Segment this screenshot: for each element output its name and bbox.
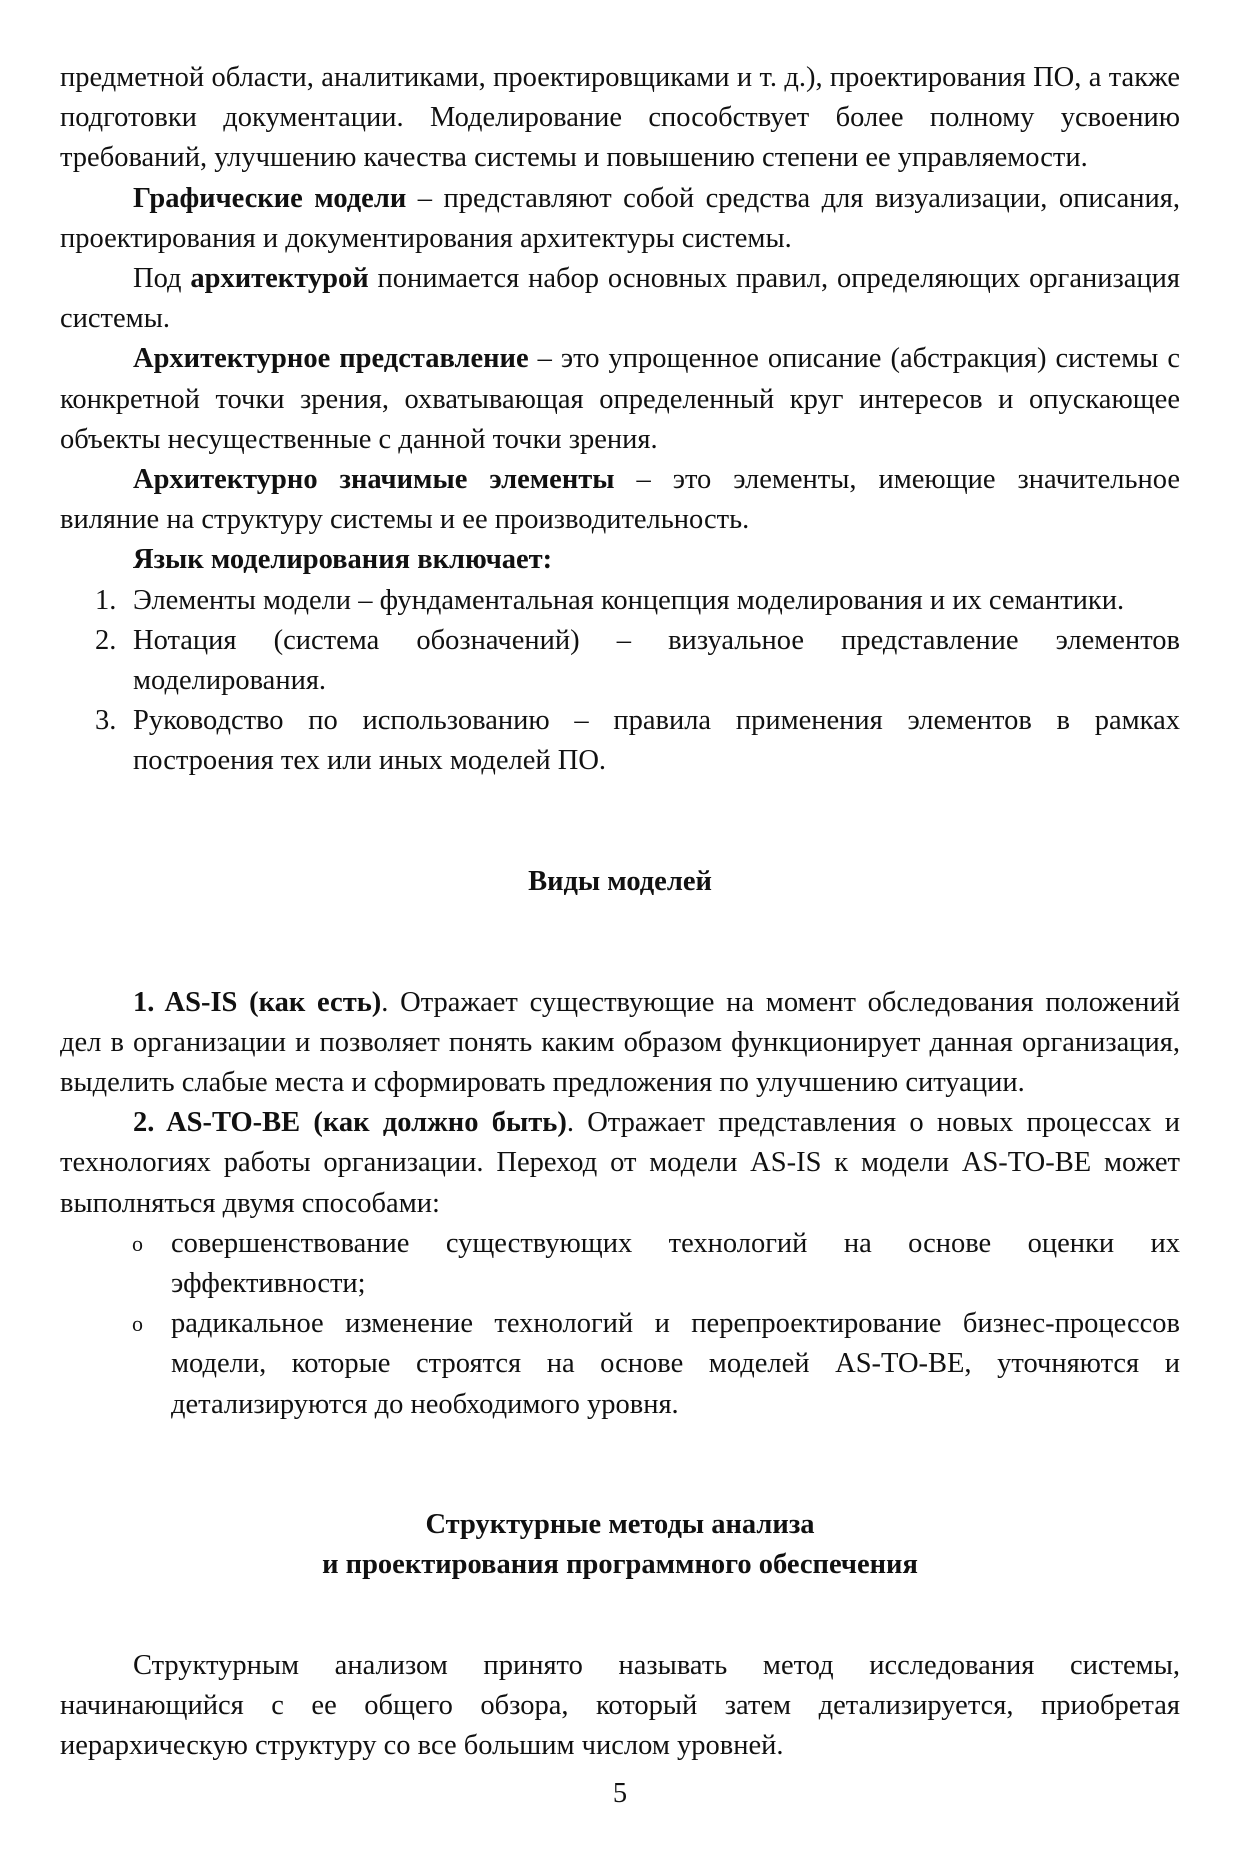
definition-text: – это элементы, имеющие значительное виляние на структуру системы и ее производительность. bbox=[60, 464, 1180, 536]
list-number: 2. bbox=[95, 624, 117, 656]
definition-text: . Отражает представления о новых процессах и технологиях работы организации. Переход от модели AS-IS к модели AS-TO-BE может выполняться двумя способами: bbox=[60, 1107, 1180, 1219]
list-item bbox=[60, 1304, 1180, 1425]
list-text: радикальное изменение технологий и перепроектирование бизнес-процессов модели, которые строятся на основе моделей AS-TO-BE, уточняются и детализируются до необходимого уровня. bbox=[171, 1308, 1180, 1420]
as-is-paragraph bbox=[60, 983, 1180, 1104]
structural-analysis-paragraph: Структурным анализом принято называть метод исследования системы, начинающийся с ее общего обзора, который затем детализируется, приобретая иерархическую структуру со все большим числом уровней. bbox=[60, 1649, 1180, 1762]
bullet-icon: o bbox=[132, 1230, 143, 1256]
list-number: 3. bbox=[95, 705, 117, 737]
text: Под bbox=[133, 263, 191, 295]
term-graphic-models: Графические модели bbox=[133, 182, 407, 214]
definition-text: – представляют собой средства для визуализации, описания, проектирования и документирования архитектуры системы. bbox=[60, 182, 1181, 254]
methods-list bbox=[60, 1224, 1180, 1425]
section-heading-models: Виды моделей bbox=[528, 866, 712, 898]
list-text: Руководство по использованию – правила применения элементов в рамках построения тех или иных моделей ПО. bbox=[133, 705, 1180, 777]
bullet-icon: o bbox=[132, 1311, 143, 1337]
as-to-be-paragraph bbox=[60, 1103, 1180, 1224]
section-heading-structural-line1: Структурные методы анализа bbox=[425, 1509, 815, 1541]
list-item bbox=[60, 621, 1180, 701]
term-architectural-view: Архитектурное представление bbox=[133, 343, 529, 375]
intro-paragraph: предметной области, аналитиками, проектировщиками и т. д.), проектирования ПО, а также подготовки документации. Моделирование способствует более полному усвоению требований, улучшению качества системы и повышению степени ее управляемости. bbox=[60, 62, 1180, 174]
document-page bbox=[60, 0, 1180, 1854]
page-number: 5 bbox=[612, 1778, 628, 1810]
section-heading-structural-line2: и проектирования программного обеспечения bbox=[322, 1549, 918, 1581]
list-item bbox=[60, 701, 1180, 781]
list-text: Элементы модели – фундаментальная концепция моделирования и их семантики. bbox=[133, 584, 1125, 616]
graphic-models-paragraph bbox=[60, 179, 1180, 259]
term-significant-elements: Архитектурно значимые элементы bbox=[133, 464, 615, 496]
architectural-view-paragraph bbox=[60, 339, 1180, 460]
language-list bbox=[60, 581, 1180, 782]
term-architecture: архитектурой bbox=[190, 263, 369, 295]
significant-elements-paragraph bbox=[60, 460, 1180, 540]
list-text: совершенствование существующих технологий на основе оценки их эффективности; bbox=[171, 1227, 1180, 1300]
definition-text: – это упрощенное описание (абстракция) системы с конкретной точки зрения, охватывающая определенный круг интересов и опускающее объекты несущественные с данной точки зрения. bbox=[60, 343, 1180, 455]
language-includes-label bbox=[60, 540, 1180, 580]
term-as-to-be: 2. AS-TO-BE (как должно быть) bbox=[133, 1107, 567, 1139]
list-text: Нотация (система обозначений) – визуальное представление элементов моделирования. bbox=[133, 624, 1180, 697]
list-number: 1. bbox=[95, 584, 117, 616]
list-item bbox=[60, 1224, 1180, 1304]
architecture-paragraph bbox=[60, 259, 1180, 339]
term-as-is: 1. AS-IS (как есть) bbox=[133, 986, 382, 1018]
list-item bbox=[60, 581, 1180, 621]
label-text: Язык моделирования включает: bbox=[133, 544, 553, 576]
definition-text: . Отражает существующие на момент обследования положений дел в организации и позволяет понять каким образом функционирует данная организация, выделить слабые места и сформировать предложения по улучшению ситуации. bbox=[60, 986, 1181, 1099]
definition-text: понимается набор основных правил, определяющих организация системы. bbox=[60, 263, 1180, 335]
